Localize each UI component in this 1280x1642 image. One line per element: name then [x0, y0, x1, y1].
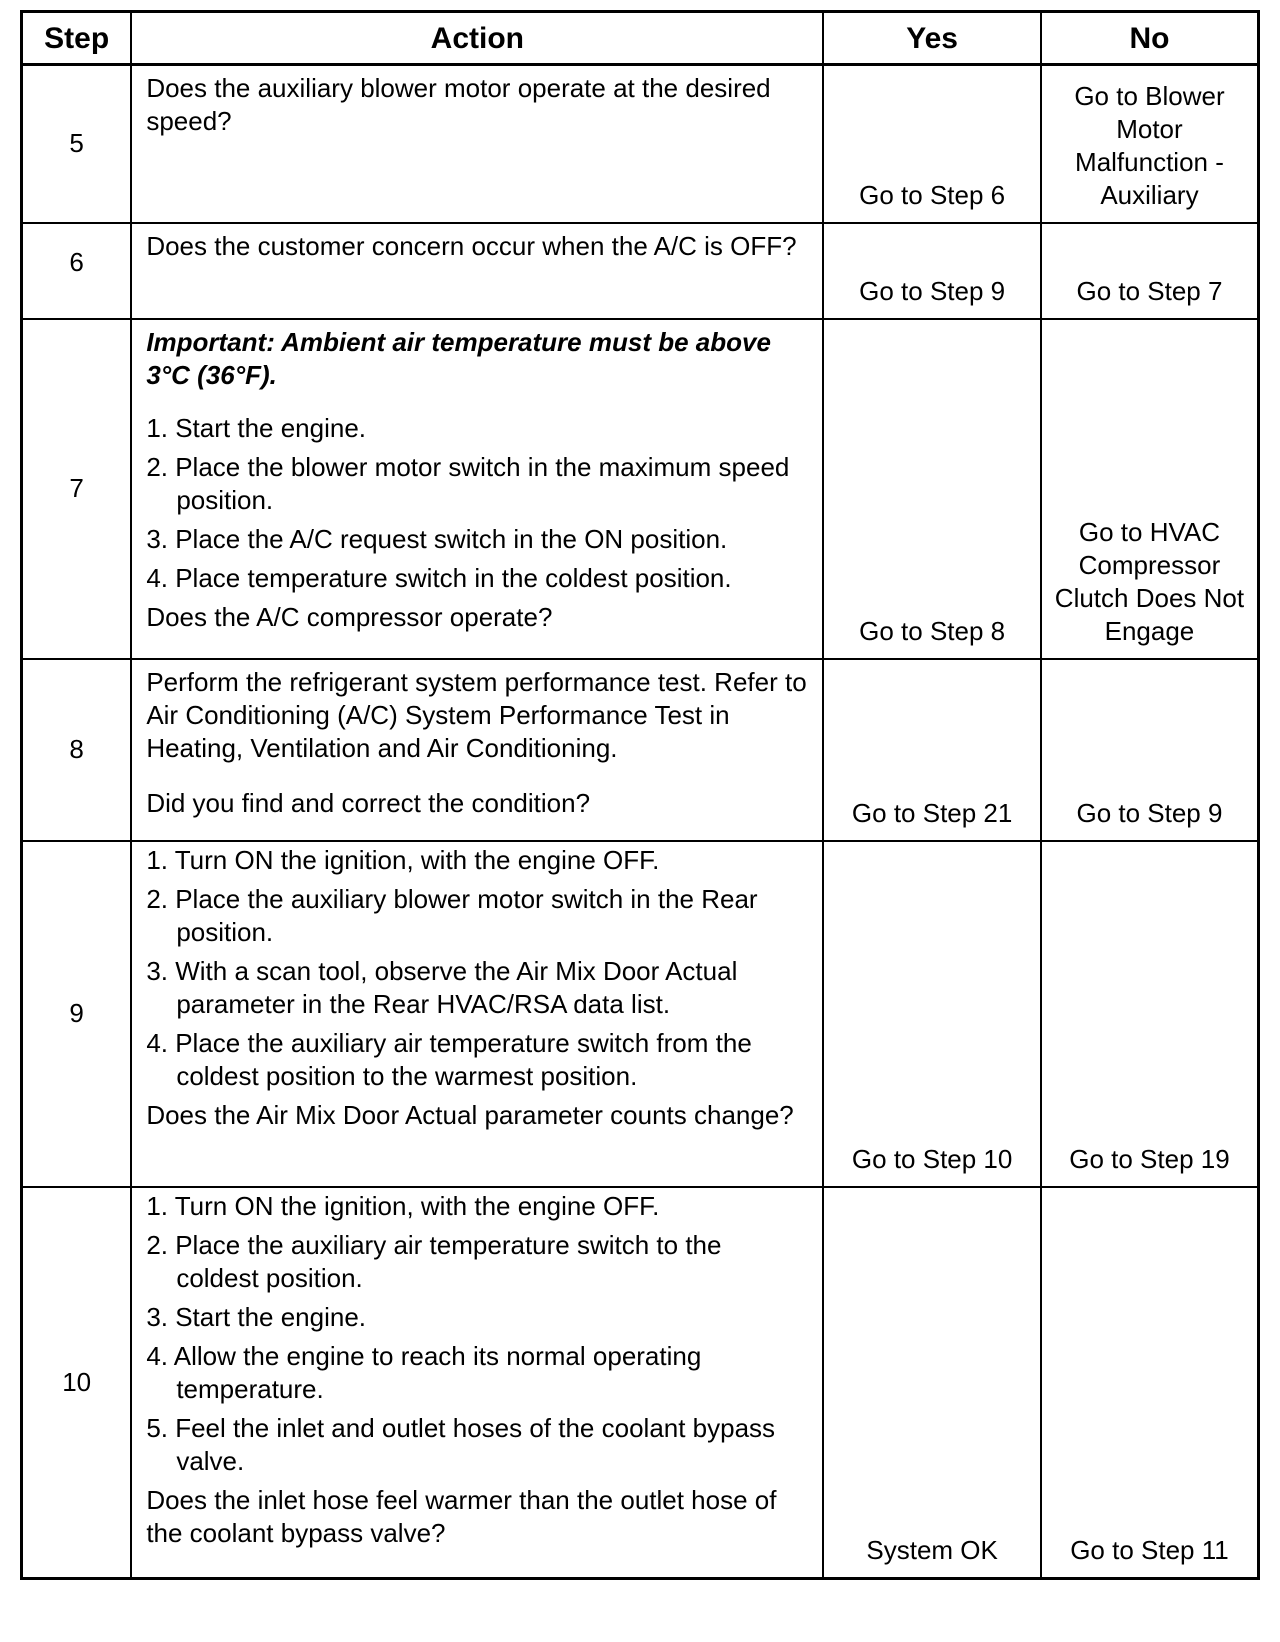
question-text: Does the inlet hose feel warmer than the outlet hose of the coolant bypass valve?: [146, 1484, 777, 1548]
action-cell: [131, 1187, 823, 1579]
no-result: Go to Step 9: [1041, 659, 1259, 841]
no-result: Go to HVAC Compressor Clutch Does Not Engage: [1041, 319, 1259, 659]
yes-result: Go to Step 9: [823, 223, 1041, 319]
table-row: [22, 223, 1259, 319]
no-result: Go to Step 7: [1041, 223, 1259, 319]
yes-result: Go to Step 8: [823, 319, 1041, 659]
step-number: 10: [22, 1187, 132, 1579]
header-step: Step: [22, 12, 132, 65]
table-row: [22, 841, 1259, 1187]
important-note: Important: Ambient air temperature must be above 3°C (36°F).: [146, 326, 771, 390]
list-item: 3. With a scan tool, observe the Air Mix Door Actual parameter in the Rear HVAC/RSA data list.: [146, 955, 738, 1019]
action-cell: [131, 659, 823, 841]
procedure-list: [146, 844, 808, 1093]
question-text: Does the customer concern occur when the A/C is OFF?: [146, 230, 797, 261]
list-item: 1. Turn ON the ignition, with the engine OFF.: [146, 1190, 660, 1221]
yes-result: System OK: [823, 1187, 1041, 1579]
no-result: Go to Blower Motor Malfunction - Auxiliary: [1041, 65, 1259, 223]
list-item: 3. Place the A/C request switch in the ON position.: [146, 523, 728, 554]
step-number: 7: [22, 319, 132, 659]
list-item: 2. Place the auxiliary air temperature switch to the coldest position.: [146, 1229, 722, 1293]
question-text: Did you find and correct the condition?: [146, 787, 591, 818]
list-item: 3. Start the engine.: [146, 1301, 367, 1332]
diagnostic-table: [20, 10, 1260, 1580]
action-cell: [131, 223, 823, 319]
table-row: [22, 1187, 1259, 1579]
yes-result: Go to Step 10: [823, 841, 1041, 1187]
list-item: 1. Start the engine.: [146, 412, 367, 443]
table-header-row: [22, 12, 1259, 65]
list-item: 4. Allow the engine to reach its normal operating temperature.: [146, 1340, 702, 1404]
list-item: 4. Place temperature switch in the coldest position.: [146, 562, 732, 593]
procedure-list: [146, 412, 808, 595]
action-cell: [131, 319, 823, 659]
question-text: Does the auxiliary blower motor operate at the desired speed?: [146, 73, 771, 136]
step-number: 8: [22, 659, 132, 841]
step-number: 5: [22, 65, 132, 223]
question-text: Does the Air Mix Door Actual parameter counts change?: [146, 1099, 794, 1130]
no-result: Go to Step 11: [1041, 1187, 1259, 1579]
procedure-list: [146, 1190, 808, 1478]
list-item: 4. Place the auxiliary air temperature switch from the coldest position to the warmest position.: [146, 1027, 752, 1091]
table-row: [22, 65, 1259, 223]
header-no: No: [1041, 12, 1259, 65]
question-text: Does the A/C compressor operate?: [146, 601, 553, 632]
step-number: 9: [22, 841, 132, 1187]
yes-result: Go to Step 21: [823, 659, 1041, 841]
no-result: Go to Step 19: [1041, 841, 1259, 1187]
list-item: 1. Turn ON the ignition, with the engine OFF.: [146, 844, 660, 875]
yes-result: Go to Step 6: [823, 65, 1041, 223]
step-number: 6: [22, 223, 132, 319]
list-item: 2. Place the auxiliary blower motor switch in the Rear position.: [146, 883, 758, 947]
table-row: [22, 319, 1259, 659]
header-action: Action: [131, 12, 823, 65]
table-row: [22, 659, 1259, 841]
header-yes: Yes: [823, 12, 1041, 65]
action-cell: [131, 65, 823, 223]
action-cell: [131, 841, 823, 1187]
procedure-text: Perform the refrigerant system performance test. Refer to Air Conditioning (A/C) System Performance Test in Heating, Ventilation and Air Conditioning.: [146, 666, 807, 763]
list-item: 5. Feel the inlet and outlet hoses of the coolant bypass valve.: [146, 1412, 776, 1476]
list-item: 2. Place the blower motor switch in the maximum speed position.: [146, 451, 790, 515]
